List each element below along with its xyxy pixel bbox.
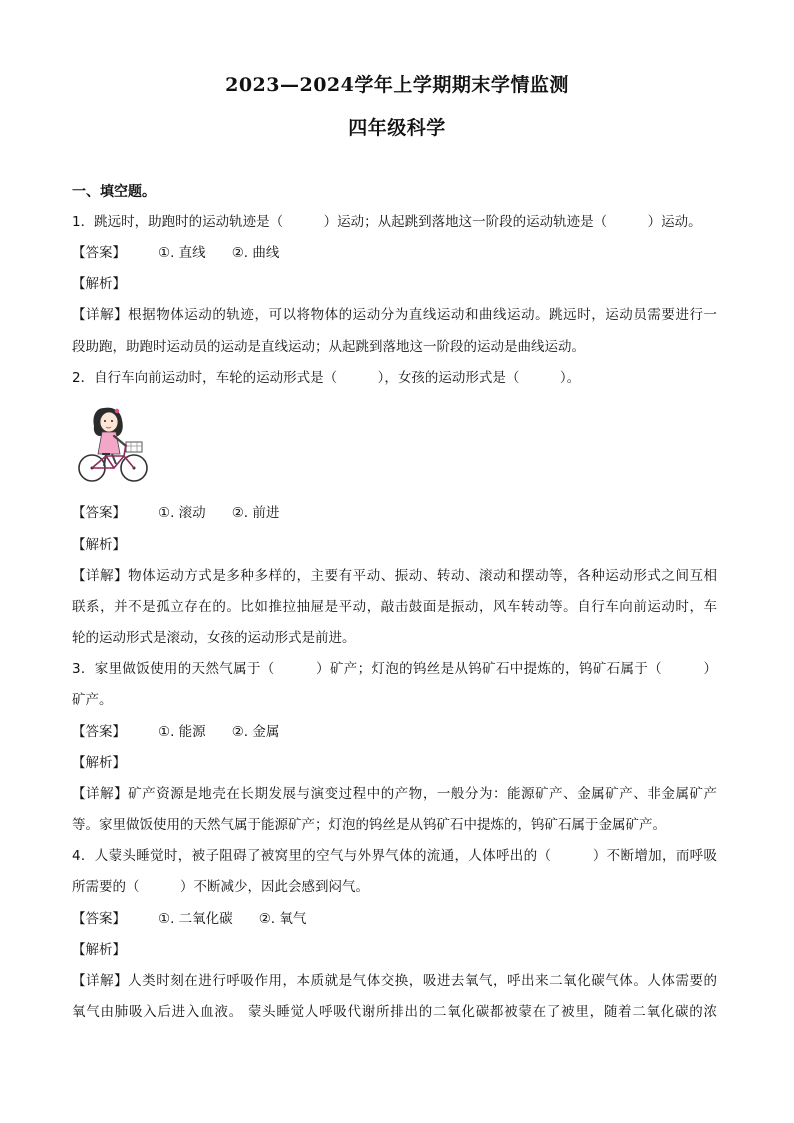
detail-text: 物体运动方式是多种多样的，主要有平动、振动、转动、滚动和摆动等，各种运动形式之间互相: [128, 568, 718, 584]
detail-label: 【详解】: [72, 786, 129, 802]
question-3-stem: 3．家里做饭使用的天然气属于（ ）矿产；灯泡的钨丝是从钨矿石中提炼的，钨矿石属于（ ）: [72, 661, 717, 677]
section-heading: 一、填空题。: [72, 184, 156, 200]
question-3-detail-line: 等。家里做饭使用的天然气属于能源矿产；灯泡的钨丝是从钨矿石中提炼的，钨矿石属于金属矿产。: [72, 817, 666, 833]
detail-label: 【详解】: [72, 568, 129, 584]
question-2-detail-line: 联系，并不是孤立存在的。比如推拉抽屉是平动，敲击鼓面是振动，风车转动等。自行车向前运动时，车: [72, 599, 717, 615]
girl-on-bicycle-illustration: [74, 402, 154, 486]
question-1-detail-line: [72, 305, 717, 325]
answer-label: 【答案】: [72, 911, 126, 927]
question-4-detail-line: 氧气由肺吸入后进入血液。 蒙头睡觉人呼吸代谢所排出的二氧化碳都被蒙在了被里，随着二氧化碳的浓: [72, 1004, 717, 1020]
answer-label: 【答案】: [72, 245, 126, 261]
answer-item: ②. 曲线: [231, 245, 280, 261]
question-2-detail-line: [72, 566, 717, 586]
question-4-detail-line: [72, 971, 717, 991]
detail-label: 【详解】: [72, 973, 129, 989]
question-4-stem: 4．人蒙头睡觉时，被子阻碍了被窝里的空气与外界气体的流通，人体呼出的（ ）不断增加，而呼吸: [72, 848, 717, 864]
answer-item: ①. 直线: [158, 245, 206, 261]
question-1-stem: 1．跳远时，助跑时的运动轨迹是（ ）运动；从起跳到落地这一阶段的运动轨迹是（ ）运动。: [72, 214, 702, 230]
question-4-answer-row: [72, 909, 332, 929]
analysis-label: 【解析】: [72, 755, 126, 771]
detail-label: 【详解】: [72, 307, 129, 323]
question-3-detail-line: [72, 784, 717, 804]
document-title: 2023—2024学年上学期期末学情监测: [225, 74, 569, 96]
analysis-label: 【解析】: [72, 942, 126, 958]
question-2-detail-line: 轮的运动形式是滚动，女孩的运动形式是前进。: [72, 630, 356, 646]
question-2-answer-row: [72, 503, 305, 523]
answer-label: 【答案】: [72, 724, 126, 740]
answer-item: ②. 前进: [231, 505, 280, 521]
question-4-stem: 所需要的（ ）不断减少，因此会感到闷气。: [72, 879, 369, 895]
answer-item: ②. 氧气: [258, 911, 307, 927]
answer-label: 【答案】: [72, 505, 126, 521]
answer-item: ②. 金属: [231, 724, 280, 740]
analysis-label: 【解析】: [72, 537, 126, 553]
question-3-answer-row: [72, 722, 305, 742]
answer-item: ①. 滚动: [158, 505, 206, 521]
answer-item: ①. 能源: [158, 724, 206, 740]
detail-text: 人类时刻在进行呼吸作用，本质就是气体交换，吸进去氧气，呼出来二氧化碳气体。人体需要的: [128, 973, 718, 989]
answer-item: ①. 二氧化碳: [158, 911, 233, 927]
question-2-stem: 2．自行车向前运动时，车轮的运动形式是（ ），女孩的运动形式是（ ）。: [72, 370, 581, 386]
question-3-stem: 矿产。: [72, 692, 113, 708]
detail-text: 矿产资源是地壳在长期发展与演变过程中的产物，一般分为：能源矿产、金属矿产、非金属矿产: [128, 786, 718, 802]
detail-text: 根据物体运动的轨迹，可以将物体的运动分为直线运动和曲线运动。跳远时，运动员需要进行一: [128, 307, 718, 323]
question-1-detail-line: 段助跑，助跑时运动员的运动是直线运动；从起跳到落地这一阶段的运动是曲线运动。: [72, 339, 585, 355]
question-1-answer-row: [72, 243, 305, 263]
document-subtitle: 四年级科学: [348, 117, 446, 139]
analysis-label: 【解析】: [72, 276, 126, 292]
